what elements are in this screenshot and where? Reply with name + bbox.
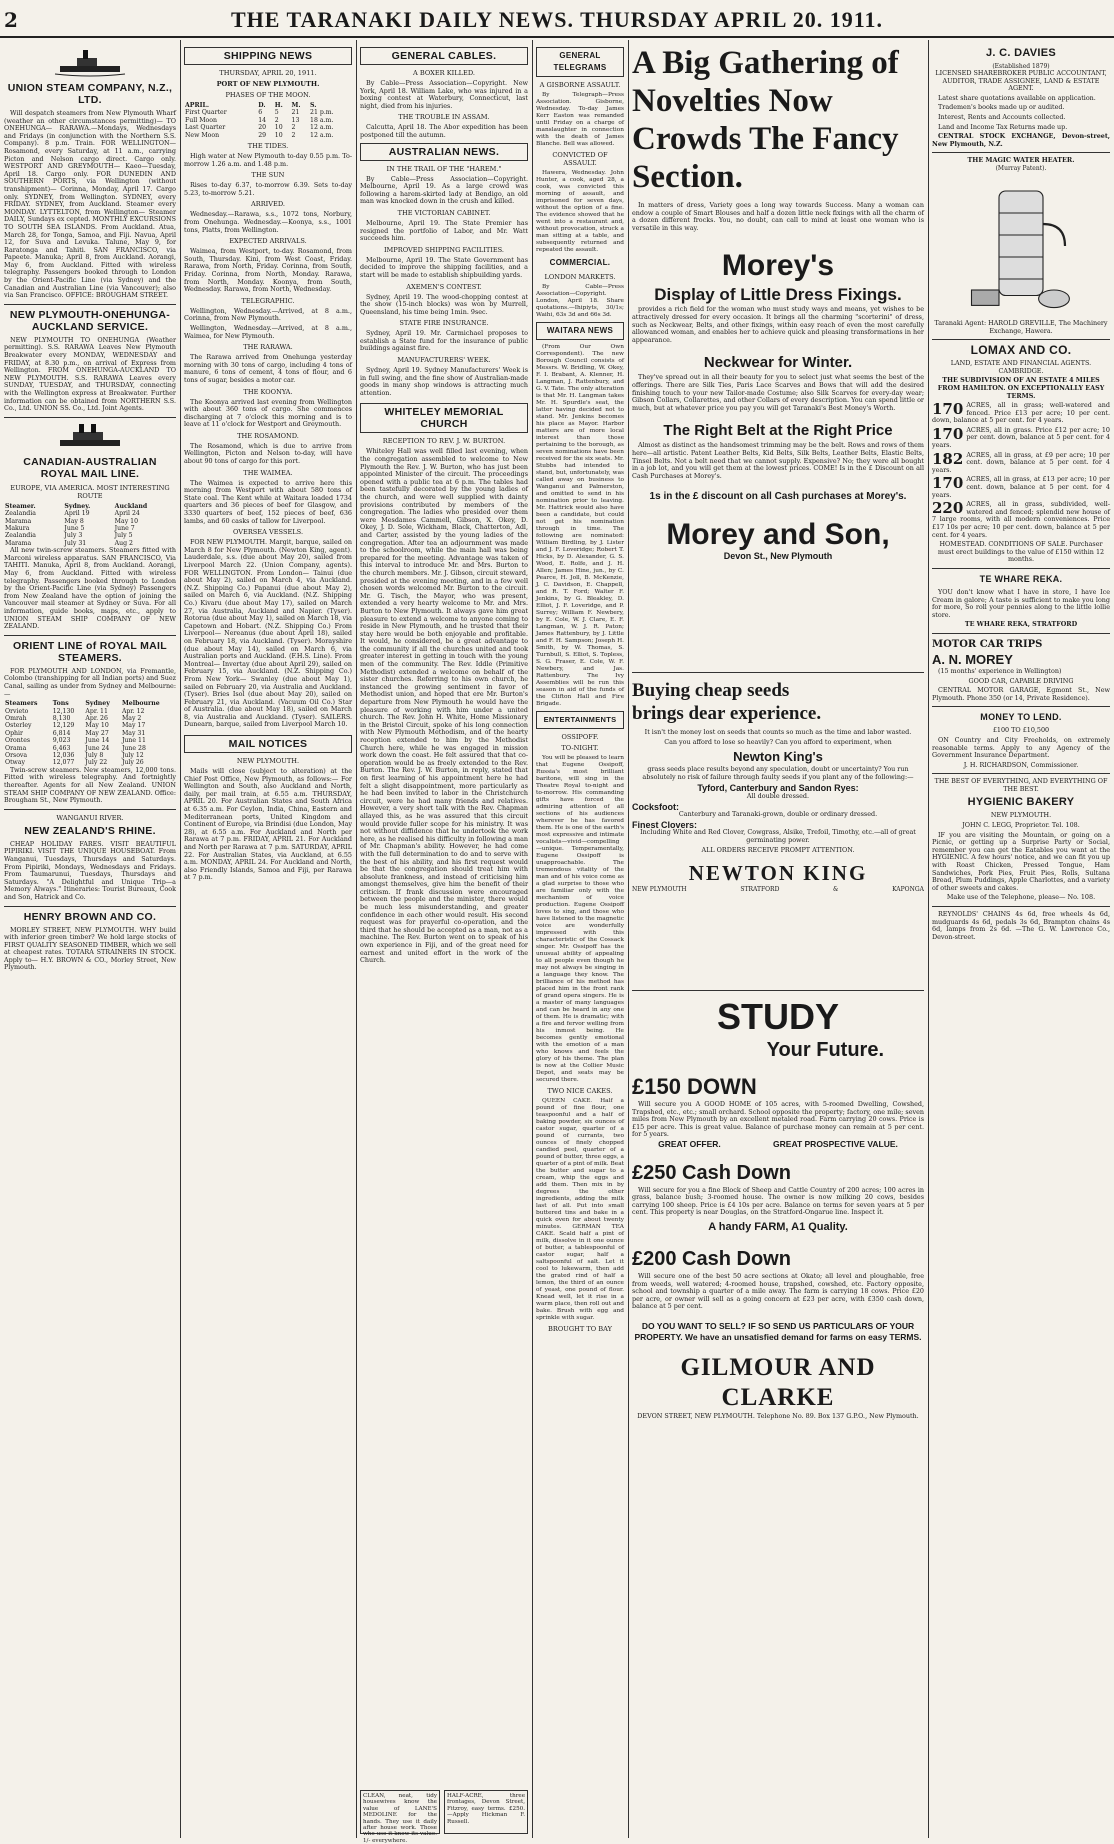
cocksfoot-heading: Cocksfoot: — [632, 801, 679, 812]
newton-king-place: NEW PLYMOUTH — [632, 886, 687, 894]
table-cell: S. — [310, 102, 317, 109]
gilmour-clarke-address: DEVON STREET, NEW PLYMOUTH. Telephone No. 89. Box 137 G.P.O., New Plymouth. — [637, 1411, 919, 1420]
orient-row-header — [4, 700, 176, 707]
table-cell: May 17 — [121, 722, 146, 730]
mail-notices-heading: MAIL NOTICES — [184, 735, 352, 753]
rosamond-text: The Rosamond, which is due to arrive from Wellington, Picton and Nelson to-day, will have about 90 tons of cargo for this port. — [184, 441, 352, 466]
davies-text: LICENSED SHAREBROKER PUBLIC ACCOUNTANT, AUDITOR, TRADE ASSIGNEE, LAND & ESTATE AGENT. — [935, 69, 1107, 93]
table-cell: 2 — [291, 124, 296, 132]
offer-150-text: Will secure you A GOOD HOME of 105 acres, with 5-roomed Dwelling, Cowshed, Trapshed, etc., etc.; small orchard. School opposite the property; factory, one mile; seven miles from New Plymouth by an excellent metaled road. Farm carrying 20 cows. Price is £15 per acre. This is great value. Balance of purchase money can remain at 5 per cent. for 5 years. — [632, 1100, 924, 1139]
table-cell: 13 — [291, 116, 300, 124]
tides-text: High water at New Plymouth to-day 0.55 p.m. To-morrow 1.26 a.m. and 1.48 p.m. — [184, 152, 352, 168]
rarawa-heading: THE RARAWA. — [243, 343, 293, 352]
morey-headline: A Big Gathering of Novelties Now Crowds The Fancy Section. — [632, 45, 899, 195]
heater-sub: (Murray Patent). — [995, 164, 1047, 172]
table-cell: May 27 — [85, 729, 109, 737]
table-cell: July 22 — [85, 759, 108, 767]
steamship-icon — [55, 48, 125, 78]
gisborne-heading: A GISBORNE ASSAULT. — [539, 81, 621, 89]
shipping-date: THURSDAY, APRIL 20, 1911. — [219, 69, 317, 77]
table-cell: June 24 — [85, 744, 110, 752]
table-cell: June 11 — [121, 737, 146, 745]
moon-row-header — [184, 102, 352, 109]
moon-phases-table — [184, 102, 352, 139]
lomax-sub: LAND, ESTATE AND FINANCIAL AGENTS. CAMBRIDGE. — [950, 359, 1092, 375]
neckwear-heading: Neckwear for Winter. — [703, 354, 853, 372]
canadian-row — [4, 518, 176, 525]
table-cell: June 14 — [85, 737, 110, 745]
table-cell: 20 — [258, 124, 267, 132]
waimea-heading: THE WAIMEA. — [243, 468, 293, 477]
table-cell: Ophir — [5, 729, 23, 737]
rosamond-heading: THE ROSAMOND. — [237, 431, 299, 440]
money-text: ON Country and City Freeholds, on extremely reasonable terms. Apply to any Agency of the Government Insurance Department. — [932, 735, 1110, 760]
gilmour-clarke-advertisement — [632, 990, 924, 1834]
whare-heading: TE WHARE REKA. — [979, 573, 1063, 584]
money-heading: MONEY TO LEND. — [980, 712, 1062, 723]
sun-heading: THE SUN — [251, 171, 285, 180]
table-cell: M. — [291, 102, 301, 109]
half-acre-ad: HALF-ACRE, three frontages, Devon Street, Fitzroy, easy terms. £250.—Apply Hickman F. Russell. — [444, 1790, 528, 1834]
table-cell: 9,023 — [52, 737, 71, 745]
lomax-lot — [932, 476, 1110, 499]
orient-row — [4, 708, 176, 715]
whiteley-text: Whiteley Hall was well filled last evening, when the congregation assembled to welcome to New Plymouth the Rev. J. W. Burton, who has just been appointed Minister of the circuit. The proceedings opened with a public tea at 6 p.m. The tables had been tastefully decorated by the young ladies of the church, and were well supplied with dainty provisions contributed by members of the congregation. The ladies who presided over them were Mesdames Cammell, Gibson, X. Okey, D. Okey, J. D. Sole, Wickham, Black, Chatterton, Adl, and Carter, assisted by the young ladies of the congregation. After tea an adjournment was made to the schoolroom, while the main hall was being prepared for the meeting. Advantage was taken of this interval to introduce Mr. and Mrs. Burton to the church members. Mr. J. Gibson, circuit steward, presided at the evening meeting, and in a few well chosen words welcomed Mr. Burton to the circuit. Mr. G. Tisch, the Mayor, who was present, extended a very hearty welcome to Mr. and Mrs. Burton to New Plymouth. It always gave him great pleasure to extend a welcome to anyone coming to reside in New Plymouth, and he trusted that their stay here would be both enjoyable and profitable. It would, he considered, be a great advantage to the community if all the churches united and took greater interest in getting in touch with the young men of the community. The Rev. Iddle (Primitive Methodist) extended a welcome on behalf of the sister churches. Referring to his own church, he instanced the growing sentiment in favor of Methodist union, and hoped that ere Mr. Burton's departure from New Plymouth he would have the pleasure of working with him under a united church. The Rev. John H. White, Home Missionary in the Bristol Circuit, spoke of his long connection with New Plymouth Methodism, and of the hearty reception extended to him by the Methodist Church here, while he was engaged in mission work down the coast. He felt assured that that co-operation would be as freely extended to the Rev. Burton. The Rev. J. W. Burton, in reply, stated that on first learning of his appointment here he had felt a slight disappointment, more particularly as he had been invited to labor in the Christchurch circuit, were he had many friends and relatives. However, a very short talk with the Rev. Chapman allayed this, as he was assured that this circuit would provide fuller scope for his ministry. It was not without diffidence that he undertook the work here, as he realised his difficulty in following a man of Mr. Chapman's ability. However, he had come with the full determination to do and to serve with the best of his ability, and his first request would be that the congregation should treat him with absolute frankness, and instead of criticising him amongst themselves, give him the benefit of their criticism. If frank discussion were encouraged between the people and the minister, there would be much less misunderstanding, and greater confidence in each other would result. His second request was for prayerful co-operation, and the third that he should be accepted as a man, not as a machine. The Rev. Burton went on to speak of his own experience in Fiji, and of the great need for earnest and united effort in the work of the Church. — [360, 447, 528, 965]
table-cell: 12 a.m. — [310, 124, 334, 132]
convicted-text: Hawera, Wednesday. John Hunter, a cook, aged 28, a cook, was convicted this morning of assault, and imprisoned for seven days, without the option of a fine. The evidence showed that he went into a restaurant and, without provocation, struck a man sitting at a table, and subsequently returned and repeated the assault. — [536, 170, 624, 253]
table-cell: 12 a.m. — [310, 131, 334, 139]
orders-note: ALL ORDERS RECEIVE PROMPT ATTENTION. — [701, 845, 855, 854]
money-range: £100 TO £10,500 — [992, 726, 1050, 735]
newton-king-name: NEWTON KING — [688, 861, 868, 886]
newton-kings-sub: Newton King's — [733, 749, 823, 765]
table-cell: 10 — [274, 124, 283, 132]
sun-text: Rises to-day 6.37, to-morrow 6.39. Sets to-day 5.23, to-morrow 5.21. — [184, 181, 352, 197]
canadian-heading: CANADIAN-AUSTRALIAN ROYAL MAIL LINE. — [23, 455, 157, 480]
table-cell: First Quarter — [185, 109, 227, 117]
manufacturers-text: Sydney, April 19. Sydney Manufacturers' Week is in full swing, and the fine show of Australian-made goods in many shop windows is attracting much attention. — [360, 366, 528, 397]
canadian-row — [4, 532, 176, 539]
canadian-sailings-table — [4, 503, 176, 547]
table-cell: 12,077 — [52, 759, 75, 767]
davies-line-4: Land and Income Tax Returns made up. — [938, 122, 1068, 131]
bakery-owner: JOHN C. LEGG, Proprietor. Tel. 108. — [962, 821, 1080, 830]
moon-row — [184, 124, 352, 131]
table-cell: D. — [258, 102, 266, 109]
canadian-row — [4, 525, 176, 532]
mail-steamer-icon — [55, 422, 125, 452]
table-cell: April 19 — [64, 510, 90, 518]
future-heading: Your Future. — [766, 1039, 884, 1061]
moon-row — [184, 109, 352, 116]
orient-heading: ORIENT LINE of ROYAL MAIL STEAMERS. — [13, 639, 167, 664]
rarawa-text: The Rarawa arrived from Onehunga yesterday morning with 30 tons of cargo, including 4 tons of manure, 6 tons of cement, 4 tons of flour, and 6 tons of sugar, besides a motor car. — [184, 353, 352, 384]
davies-line-2: Trademen's books made up or audited. — [938, 103, 1065, 112]
table-cell: Osterley — [5, 722, 32, 730]
table-cell: Sydney. — [64, 502, 91, 510]
table-cell: Apr. 26 — [85, 714, 108, 722]
oversea-text: FOR NEW PLYMOUTH. Margit, barque, sailed on March 8 for New Plymouth. (Newton King, agent). Lauderdale, s.s. (due about May 20), sailed from Liverpool March 22. (Union Company, agents). FOR WELLINGTON. From London— Tainui (due about May 2), sailed on March 4, via Auckland. (N.Z. Shipping Co.) Papanui (due about May 2), sailed on March 6, via Auckland. (N.Z. Shipping Co.) Kivaru (due about May 17), sailed on March 27, via Australia, Auckland and Napier. (Tyser). Rotorua (due about May 1), sailed on March 18, via Capetown and Hobart. (N.Z. Shipping Co.) From Liverpool— Nereanus (due about April 18), sailed on February 18, via Auckland. (Tyser). Morayshire (due about May 14), sailed on March 6, via Australian ports and Auckland. (F.H.S. Line). From Montreal— Invertay (due about April 29), sailed on February 15, via Auckland. (N.Z. Shipping Co.) From New York— Swanley (due about May 1), sailed on February 20, via Australia and Auckland. (Tyser). Bries Isol (due about May 20), sailed on February 21, via Auckland. (Vacuum Oil Co.) Star of Australia. (due about May 18), sailed on March 8, via Australia and Auckland. (Tyser). SAILERS. Dunearn, barque, sailed from Liverpool March 10. — [184, 538, 352, 729]
motor-text: GOOD CAR, CAPABLE DRIVING — [968, 676, 1074, 685]
moon-row — [184, 132, 352, 139]
port-heading: PORT OF NEW PLYMOUTH. — [216, 80, 320, 88]
newton-king-place: KAPONGA — [892, 886, 924, 894]
mail-text: Mails will close (subject to alteration) at the Chief Post Office, New Plymouth, as follows:— For Wellington and South, also Auckland and North, daily, per mail train, at 6.55 a.m. THURSDAY, APRIL 20. For Australian States and South Africa at 6.35 a.m. For Ceylon, India, China, Eastern and Mediterranean ports, United Kingdom and Continent of Europe, via Brindisi (due London, May 28), at 6.55 a.m. For Auckland and North per Rarawa at 7 p.m. FRIDAY, APRIL 21. For Auckland and North per Rarawa at 7 p.m. SATURDAY, APRIL 22. For Australian States, via Auckland, at 6.55 a.m. MONDAY, APRIL 24. For Auckland and North, also Friendly Islands, Samoa and Fiji, per Rarawa at 7 p.m. — [184, 767, 352, 882]
table-cell: April 24 — [114, 510, 140, 518]
table-cell: May 31 — [121, 729, 146, 737]
column-rule — [928, 40, 929, 1838]
ryes-text: All double dressed. — [746, 791, 810, 800]
telegraphic-sailed: Wellington, Wednesday.—Arrived, at 8 a.m., Waimea, for New Plymouth. — [184, 323, 352, 340]
money-name: J. H. RICHARDSON, Commissioner. — [963, 760, 1079, 769]
union-heading: UNION STEAM COMPANY, N.Z., LTD. — [7, 82, 173, 106]
telegraphic-arrived: Wellington, Wednesday.—Arrived, at 8 a.m., Corinna, from New Plymouth. — [184, 306, 352, 323]
lomax-intro: THE SUBDIVISION OF AN ESTATE 4 MILES FROM HAMILTON. ON EXCEPTIONALLY EASY TERMS. — [937, 376, 1105, 400]
sell-question: DO YOU WANT TO SELL? IF SO SEND US PARTICULARS OF YOUR PROPERTY. We have an unsatisfied demand for farms on easy TERMS. — [634, 1320, 922, 1342]
arrived-heading: ARRIVED. — [250, 200, 286, 209]
column-right-ads — [932, 44, 1110, 1834]
orient-row — [4, 752, 176, 759]
lot-acres: 170 — [932, 424, 964, 443]
telegrams-heading: GENERAL TELEGRAMS — [536, 47, 624, 77]
column-rule — [180, 40, 181, 1838]
davies-line-1: Latest share quotations available on application. — [938, 93, 1096, 102]
table-cell: Marama — [5, 539, 32, 547]
newspaper-title: THE TARANAKI DAILY NEWS. THURSDAY APRIL 20. 1911. — [230, 7, 884, 32]
offer-200-text: Will secure one of the best 50 acre sections at Okato; all level and ploughable, free from weeds, well watered; 4-roomed house, trapshed, cowshed, etc. Factory opposite, school and township a quarter of a mile away. The farm is carrying 18 cows. Price £20 per acre, or owner will sell as a going concern at £23 per acre, with £350 cash down, balance at 5 per cent. — [632, 1271, 924, 1311]
convicted-heading: CONVICTED OF ASSAULT. — [552, 151, 608, 167]
orient-row — [4, 737, 176, 744]
table-cell: 12,130 — [52, 707, 75, 715]
union-text: Will despatch steamers from New Plymouth Wharf (weather an other circumstances permitting)— TO ONEHUNGA— RARAWA.—Mondays, Wednesdays and Fridays (in conjunction with the Northern S.S. Company). 8 p.m. Train. FOR WELLINGTON— Rosamond, every Saturday, at 11 a.m., carrying Picton and Nelson cargo direct. Cargo only. WESTPORT AND GREYMOUTH— Kaeo—Tuesday, April 18. Cargo only. FOR DUNEDIN AND SOUTHERN PORTS, via Wellington (without transhipment)— Corinna, Monday, April 17. Cargo only. SYDNEY, from Wellington. SYDNEY, every FRIDAY. SYDNEY, from Auckland. Steamer every MONDAY. LYTTELTON, from Wellington— Steamer DAILY, Sundays ex cepted. MONTHLY EXCURSIONS TO SOUTH SEA ISLANDS. From Auckland. Atua, March 28, for Tonga, Samoa, and Fiji. Navua, April 12, for Suva and Levuka. Talune, May 9, for Raratonga and Tahiti. SAN FRANCISCO, via Papeete. Manuka; April 8, from Auckland. Aorangi, May 6, from Auckland. Fitted with wireless telegraphy. Passengers booked through to London by the Orient-Pacific Line (via Sydney) and the Canadian and Australian Line (via Vancouver); also via San Francisco. OFFICE: BROUGHAM STREET. — [4, 109, 176, 300]
expected-text: Waimea, from Westport, to-day. Rosamond, from South, Thursday. Kini, from West Coast, Friday. Rarawa, from North, Friday. Corinna, from South, Friday. Corinna, from North, Monday. Rarawa, from North, Monday. Koonya, from South, Wednesday. Rarawa, from North, Wednesday. — [184, 247, 352, 294]
moon-heading: PHASES OF THE MOON. — [225, 91, 311, 99]
davies-line-3: Interest, Rents and Accounts collected. — [938, 112, 1066, 121]
table-cell: Melbourne — [121, 700, 160, 708]
belt-heading: The Right Belt at the Right Price — [663, 422, 893, 440]
lot-text: ACRES, all in grass, at £13 per acre; 10 per cent. down, balance at 5 per cent. for 4 years. — [932, 475, 1110, 499]
column-shipping-news — [184, 44, 352, 1834]
morey-advertisement — [632, 44, 924, 664]
london-text: By Cable—Press Association—Copyright. London, April 18. Share quotations.—Ihipiyts, 30/1s; Waihi, 63s 3d and 66s 3d. — [536, 284, 624, 318]
cables-heading: GENERAL CABLES. — [360, 47, 528, 65]
harem-text: By Cable—Press Association—Copyright. Melbourne, April 19. As a large crowd was following a harem-skirted lady at Bendigo, an old man was knocked down in the crush and killed. — [360, 174, 528, 206]
cakes-heading: TWO NICE CAKES. — [547, 1087, 613, 1095]
table-cell: Auckland — [114, 502, 148, 510]
australian-news-heading: AUSTRALIAN NEWS. — [360, 143, 528, 161]
table-cell: July 26 — [121, 759, 144, 767]
ossipoff-heading: OSSIPOFF. — [561, 733, 599, 741]
offer-150-heading: £150 DOWN — [632, 1074, 757, 1099]
offer-250-text: Will secure for you a fine Block of Sheep and Cattle Country of 200 acres; 100 acres in grass, balance bush; 3-roomed house. The owner is now milking 20 cows, besides carrying 100 sheep. Price is £4 10s per acre. Balance on terms for seven years at 5 per cent. This property is near Douglas, on the Stratford-Ongarue line. Inspect it. — [632, 1185, 924, 1217]
column-rule — [532, 40, 533, 1838]
orient-text: Twin-screw steamers. New steamers, 12,000 tons. Fitted with wireless telegraphy. And fortnightly thereafter. Agents for all New Zealand. UNION STEAM SHIP COMPANY OF NEW ZEALAND. Office: Brougham St., New Plymouth. — [4, 765, 176, 805]
lot-text: ACRES, all in grass, at £9 per acre; 10 per cent. down, balance at 5 per cent. for 4 years. — [932, 450, 1110, 474]
cabinet-text: Melbourne, April 19. The State Premier has resigned the portfolio of Labor, and Mr. Watt succeeds him. — [360, 218, 528, 243]
table-cell: 6,814 — [52, 729, 71, 737]
morey-display-text: provides a rich field for the woman who must study ways and means, yet wishes to be attractively dressed for every occasion. It brings all the charming "scorterini" of dress, such as Neckwear, Belts, and other fixings, within easy reach of even the most carefully allowanced woman, and enables her to achieve quick and pleasing transformations in her appearance. — [632, 305, 924, 344]
table-cell: Steamer. — [5, 502, 36, 510]
table-cell: 2 — [291, 131, 296, 139]
morey-name: Morey's — [721, 249, 835, 283]
lomax-end: HOMESTEAD. CONDITIONS OF SALE. Purchaser must erect buildings to the value of £150 within 12 months. — [937, 540, 1105, 564]
table-cell: Orvieto — [5, 707, 29, 715]
henry-brown-heading: HENRY BROWN AND CO. — [23, 910, 157, 923]
brought-to-bay-heading: BROUGHT TO BAY — [548, 1325, 612, 1333]
seeds-text-3: grass seeds place results beyond any speculation, doubt or uncertainty? You run absolutely no risk of failure through faulty seeds if you plant any of the following:— — [642, 765, 914, 781]
commercial-heading: COMMERCIAL. — [549, 258, 611, 267]
newton-king-places — [632, 886, 924, 894]
table-cell: Sydney — [85, 700, 110, 708]
table-cell: July 5 — [114, 532, 133, 540]
rhine-text: CHEAP HOLIDAY FARES. VISIT BEAUTIFUL PIPIRIKI. VISIT THE UNIQUE HOUSEBOAT. From Wanganui, Tuesdays, Thursdays and Saturdays. From Pipiriki, Mondays, Wednesdays and Fridays. From Taumarunui, Tuesdays, Thursdays and Saturdays. "A Delightful and Unique Trip—a Memory Always." Itineraries: Tourist Bureaux, Cook and Son, Hatrick and Co. — [4, 839, 176, 901]
column-rule — [356, 40, 357, 1838]
canadian-text: All new twin-screw steamers. Steamers fitted with Marconi wireless apparatus. SAN FRANCISCO, Via TAHITI. Manuka, April 8, from Auckland. Aorangi, May 6, from Auckland. Fitted with wireless telegraphy. Passengers booked through to London by the Orient-Pacific Line (via Sydney) Passengers from New Zealand have the option of joining the Vancouver mail steamer at Sydney or Suva. For all information, guide books, maps, etc., apply to UNION STEAM SHIP COMPANY OF NEW ZEALAND. — [4, 546, 176, 631]
lanes-medoline-ad: CLEAN, neat, tidy housewives know the value of LANE'S MEDOLINE for the hands. They use it daily after house work. Those who use it know its value. 1/- everywhere. — [360, 1790, 440, 1834]
morey-address: Devon St., New Plymouth — [723, 551, 833, 562]
lomax-lot — [932, 449, 1110, 475]
whiteley-sub: RECEPTION TO REV. J. W. BURTON. — [382, 437, 506, 446]
entertainments-text: You will be pleased to learn that Eugene Ossipoff, Russia's most brilliant baritone, will sing in the Theatre Royal to-night and to-morrow. His commanding gifts have forced the admiring attention of all sections of his audiences wherever he has favored them. He is one of the earth's most expressive and intimate vocalists—vivid—compelling—unique. Temperamentally, Eugene Ossipoff is unapproachable. The tremendous vitality of the man and of his voice come as a glad surprise to those who are familiar only with the mechanism of voice production. Eugene Ossipoff loves to sing, and those who have listened to the magnetic voice are wonderfully impressed with this characteristic of the Cossack singer. Mr. Ossipoff has the unusual ability of appealing to all people even though he may not always be singing in a language they know. The brilliance of his method has placed him in the front rank of grand opera singers. He is a master of many languages and can be heard in any one of them. He is dramatic; with a fire and fervor welling from his inmost being. He becomes gently emotional with the emotion of a man who knows and feels the glory of his theme. The plan is now at the Collier Music Depot, and seats may be secured there. — [536, 755, 624, 1083]
discount-note: 1s in the £ discount on all Cash purchases at Morey's. — [649, 491, 907, 503]
bakery-text: IF you are visiting the Mountain, or going on a Picnic, or getting up a Surprise Party or Social, remember you can get the Eatables you want at the HYGIENIC. A few hours' notice, and we can fit you up with Roast Chicken, Pressed Tongue, Ham Sandwiches, Pork Pies, Fruit Pies, Rolls, Sultana Bread, Plum Puddings, Apple Charlottes, and a variety of other sweets and cakes. — [932, 830, 1110, 892]
telegraphic-heading: TELEGRAPHIC. — [241, 296, 295, 305]
table-cell: 21 — [291, 109, 300, 117]
lot-acres: 220 — [932, 499, 964, 518]
ryes-heading: Tyford, Canterbury and Sandon Ryes: — [697, 783, 859, 794]
table-cell: 29 — [258, 131, 267, 139]
rhine-heading: NEW ZEALAND'S RHINE. — [24, 824, 156, 837]
morey-intro: In matters of dress, Variety goes a long way towards Success. Many a woman can endow a couple of Smart Blouses and half a dozen little neck fixings with all the charm of a dozen different frocks. You, no doubt, can call to mind at least one woman who is versatile in this way. — [632, 201, 924, 232]
gisborne-text: By Telegraph—Press Association. Gisborne, Wednesday. To-day James Kerr Easton was remanded until Friday on a charge of manslaughter in connection with the death of James Blanche. Bell was allowed. — [536, 92, 624, 147]
table-cell: 8,130 — [52, 714, 71, 722]
manufacturers-heading: MANUFACTURERS' WEEK. — [397, 356, 491, 365]
whare-end: TE WHARE REKA, STRATFORD — [964, 620, 1078, 629]
seeds-headline-1: Buying cheap seeds — [632, 680, 790, 701]
heater-agent: Taranaki Agent: HAROLD GREVILLE, The Machinery Exchange, Hawera. — [934, 318, 1108, 335]
canadian-row-header — [4, 503, 176, 510]
boxer-text: By Cable—Press Association—Copyright. New York, April 18. William Lake, who was injured in a boxing contest at Waterbury, Connecticut, last night, died from his injuries. — [360, 79, 528, 110]
motor-address: CENTRAL MOTOR GARAGE, Egmont St., New Plymouth. Phone 350 (or 14, Private Residence). — [932, 686, 1110, 702]
shipping-news-heading: SHIPPING NEWS — [184, 47, 352, 65]
chains-ad: REYNOLDS' CHAINS 4s 6d, free wheels 4s 6d, mudguards 4s 6d, pedals 3s 6d, Brampton chains 4s 6d, lamps from 2s 6d. —The G. W. Lawrence Co., Devon-street. — [932, 910, 1110, 941]
cocksfoot-text: Canterbury and Taranaki-grown, double or ordinary dressed. — [678, 810, 878, 819]
mail-place: NEW PLYMOUTH. — [236, 757, 300, 766]
orient-row — [4, 745, 176, 752]
lomax-heading: LOMAX AND CO. — [970, 343, 1072, 358]
waitara-text: (From Our Own Correspondent). The new Borough Council consists of Messrs. W. Bridling, W. Okey, F. I. Brabant, A. Klenner, H. Langman, J. Rattenbury, and G. V. Tate. The only alteration is that Mr. H. Langman takes Mr. H. Spurdle's seat, the latter having decided not to stand. Mr. Jenkins becomes his place as Mayor. Harbor matters are of more local interest than those pertaining to the borough, as seven nominations have been received for the six seats. Mr. Stubbs had intended to stand, but, unfortunately, was called away on business to Wanganui and Palmerston, and omitted to send in his nomination prior to leaving. Mr. Hattrick would also have been a candidate, but could not get his nomination through in time. The following are nominated: William Birdling, by J. Lister and J. F. Loveridge; Robert T. Hicks, by D. Alexander, G. S. Wood, E. Rolfe, and J. H. Allen; James Hine, jun., by C. Pearce, H. Joll, B. McKenzie, J. C. Davidson, E. Chappell, and R. T. Ford; Walter F. Jenkins, by G. Bleakley, D. Elliot, J. F. Loveridge, and P. Surrey; William F. Newbery, by E. Cole, W. J. Clare, E. F. Langman, W. J. R. Paton; James Rattenbury, by J. Little and F. H. Sampson; Joseph H. Smith, by W. Thomas, S. Turnbull, S. Elliot, S. Topless, S. G. Fraser, E. Cole, W. F. Newbery, and Jas. Rattenbury. The Ivy Assemblies will be run this season in aid of the funds of the Clifton Hall and Fire Brigade. — [536, 344, 624, 707]
table-cell: Full Moon — [185, 116, 217, 124]
great-value: GREAT PROSPECTIVE VALUE. — [773, 1138, 898, 1149]
table-cell: Omrah — [5, 714, 27, 722]
table-cell: Makura — [5, 525, 30, 532]
bakery-sub: NEW PLYMOUTH. — [990, 811, 1052, 820]
table-cell: 21 p.m. — [310, 109, 334, 117]
clovers-heading: Finest Clovers: — [632, 819, 698, 830]
table-cell: Last Quarter — [185, 124, 226, 132]
fire-insurance-text: Sydney, April 19. Mr. Carmichael proposes to establish a State fund for the insurance of public buildings against fire. — [360, 329, 528, 353]
davies-established: (Established 1879) — [992, 63, 1050, 70]
table-cell: June 5 — [64, 525, 85, 532]
orient-sailings-table — [4, 700, 176, 767]
waimea-text: The Waimea is expected to arrive here this morning from Westport with about 580 tons of State coal. The Kent while at Waitara loaded 1734 quarters and 36 pieces of beef for Glasgow, and 3330 quarters of beef, 152 pieces of beef, 636 lambs, and 60 casks of tallow for Liverpool. — [184, 478, 352, 525]
table-cell: 2 — [274, 116, 279, 124]
handy-farm: A handy FARM, A1 Quality. — [708, 1220, 848, 1233]
onehunga-text: NEW PLYMOUTH TO ONEHUNGA (Weather permitting). S.S. RARAWA Leaves New Plymouth Breakwater every MONDAY, WEDNESDAY and FRIDAY, at 8.30 p.m., on arrival of Express from Wellington. FROM ONEHUNGA-AUCKLAND TO NEW PLYMOUTH. S.S. RARAWA Leaves every SUNDAY, TUESDAY, and THURSDAY, connecting with the Wellington express at Breakwater. Further information can be obtained from NORTHERN S.S. Co., Ltd. UNION SS. Co., Ltd. Joint Agents. — [4, 335, 176, 413]
table-cell: Aug 2 — [114, 539, 133, 547]
arrived-text: Wednesday.—Rarawa, s.s., 1072 tons, Norbury, from Onehunga. Wednesday.—Koonya, s.s., 1001 tons, Platts, from Wellington. — [184, 210, 352, 234]
tonight-heading: TO-NIGHT. — [561, 744, 599, 752]
table-cell: Orama — [5, 744, 27, 752]
table-cell: 5 — [274, 109, 279, 117]
table-cell: APRIL. — [185, 102, 209, 109]
bakery-phone: Make use of the Telephone, please— No. 108. — [946, 893, 1096, 902]
motor-name: A. N. MOREY — [932, 651, 1013, 667]
study-heading: STUDY — [716, 996, 839, 1037]
table-cell: Zealandia — [5, 510, 36, 518]
page-number: 2 — [4, 8, 18, 32]
lomax-lots-list — [932, 402, 1110, 539]
lot-text: ACRES, all in grass, subdivided, well-watered and fenced; splendid new house of 7 large rooms, with all modern conveniences. Price £17 10s per acre; 10 per cent. down, balance at 5 per cent. for 4 years. — [932, 500, 1110, 539]
water-heater-illustration — [966, 176, 1076, 316]
masthead — [0, 0, 1114, 38]
boxer-heading: A BOXER KILLED. — [413, 69, 475, 77]
table-cell: June 7 — [114, 525, 135, 532]
clovers-text: Including White and Red Clover, Cowgrass, Alsike, Trefoil, Timothy, etc.—all of great germinating power. — [640, 828, 916, 844]
shipping-facilities-text: Melbourne, April 19. The State Government has decided to improve the shipping facilities, and a start will be made to establish shipbuilding yards. — [360, 255, 528, 279]
table-cell: Marama — [5, 517, 32, 525]
table-cell: 12,036 — [52, 751, 75, 759]
entertainments-heading: ENTERTAINMENTS — [536, 711, 624, 729]
column-telegrams — [536, 44, 624, 1834]
motor-sub: (15 months' experience in Wellington) — [938, 666, 1062, 675]
tides-heading: THE TIDES. — [247, 142, 289, 151]
lomax-lot — [932, 501, 1110, 539]
axemen-heading: AXEMEN'S CONTEST. — [406, 282, 482, 291]
waitara-heading: WAITARA NEWS — [536, 322, 624, 340]
newton-king-advertisement — [632, 672, 924, 984]
offer-250-heading: £250 Cash Down — [632, 1161, 791, 1184]
table-cell: July 31 — [64, 539, 87, 547]
assam-text: Calcutta, April 18. The Abor expedition has been postponed till the autumn. — [360, 123, 528, 139]
morey-firm: Morey and Son, — [666, 518, 890, 552]
cabinet-heading: THE VICTORIAN CABINET. — [397, 208, 491, 217]
table-cell: July 12 — [121, 751, 144, 759]
table-cell: 14 — [258, 116, 267, 124]
bakery-heading: HYGIENIC BAKERY — [967, 796, 1075, 809]
cakes-text: QUEEN CAKE. Half a pound of fine flour, one teaspoonful and a half of baking powder, six ounces of castor sugar, quarter of a pound of currants, two ounces of finely chopped candied peel, quarter of a pound of butter, three eggs, a quarter of a pint of milk. Beat the butter and sugar to a cream, whip the eggs and add them. Then mix in by degrees the other ingredients, adding the milk last of all. Put into small buttered tins and bake in a quick oven for about twenty minutes. GERMAN TEA CAKE. Scald half a pint of milk, dissolve in it one ounce of butter, a tablespoonful of castor sugar, half a saltspoonful of salt. Let it cool to lukewarm, then add the grated rind of half a lemon, the third of an ounce of yeast, one pound of flour. Knead well, let it rise in a warm place, then roll out and bake. Brush with egg and sprinkle with sugar. — [536, 1098, 624, 1321]
table-cell: New Moon — [185, 131, 220, 139]
orient-sub: FOR PLYMOUTH AND LONDON, via Fremantle, Colombo (transhipping for all Indian ports) and Suez Canal, sailing as under from Sydney and Melbourne:— — [4, 666, 176, 698]
seeds-text-2: Can you afford to lose so heavily? Can you afford to experiment, when — [664, 737, 892, 746]
belt-text: Almost as distinct as the handsomest trimming may be the belt. Rows and rows of them here—all artistic. Patent Leather Belts, Kid Belts, Silk Belts, Leather Belts, Elastic Belts, Tinsel Belts. Not a belt need that we cannot supply. Expensive? No; they were all bought in a job lot, and you will get them at the lowest prices. COME! Is in the £ Discount on all Cash Purchases at Morey's. — [632, 441, 924, 480]
column-cables — [360, 44, 528, 1784]
assam-heading: THE TROUBLE IN ASSAM. — [398, 113, 490, 122]
table-cell: Apr. 11 — [85, 707, 108, 715]
axemen-text: Sydney, April 19. The wood-chopping contest at the show (15-inch blocks) was won by Murrell, Queensland, his time being 1min. 9sec. — [360, 292, 528, 316]
column-rule — [628, 40, 629, 1838]
table-cell: Orsova — [5, 751, 28, 759]
henry-brown-text: MORLEY STREET, NEW PLYMOUTH. WHY build with inferior green timber? We hold large stocks of FIRST QUALITY SEASONED TIMBER, which we sell at cheapest rates. TOTARA STRAINERS IN STOCK. Apply to— H.Y. BROWN & CO., Morley Street, New Plymouth. — [4, 925, 176, 972]
table-cell: Zealandia — [5, 532, 36, 540]
lomax-lot — [932, 424, 1110, 450]
table-cell: June 28 — [121, 744, 146, 752]
offer-200-heading: £200 Cash Down — [632, 1247, 791, 1270]
lot-acres: 170 — [932, 474, 964, 493]
neckwear-text: They've spread out in all their beauty for you to select just what seems the best of the offerings. There are Silk Ties, Paris Lace Scarves and Bows that will add the desired finishing touch to your new Tailor-made Costume; also Silk Scarves for every-day wear; Gibson Collars, Collarettes, and other Collars of every description. You can spend little or much, but at whatever price you pay you will get Taranaki's Best Money's Worth. — [632, 373, 924, 412]
table-cell: Orontes — [5, 737, 31, 745]
canadian-row — [4, 510, 176, 517]
morey-display: Display of Little Dress Fixings. — [654, 285, 902, 305]
table-cell: 18 a.m. — [310, 116, 334, 124]
davies-line-5: CENTRAL STOCK EXCHANGE, Devon-street, New Plymouth, N.Z. — [932, 132, 1110, 148]
canadian-sub: EUROPE, VIA AMERICA. MOST INTERESTING ROUTE — [10, 483, 170, 500]
harem-heading: IN THE TRAIL OF THE "HAREM." — [386, 164, 502, 173]
orient-row — [4, 715, 176, 722]
table-cell: 6,463 — [52, 744, 71, 752]
table-cell: H. — [274, 102, 283, 109]
table-cell: Apr. 12 — [121, 707, 145, 715]
lot-text: ACRES, all in grass; well-watered and fenced. Price £13 per acre; 10 per cent. down, balance at 5 per cent. for 4 years. — [932, 401, 1110, 425]
newton-king-place: & — [833, 886, 839, 894]
lot-text: ACRES, all in grass. Price £12 per acre; 10 per cent. down, balance at 5 per cent. for 4 years. — [932, 425, 1110, 450]
great-offer: GREAT OFFER. — [658, 1138, 721, 1149]
koonya-heading: THE KOONYA. — [243, 387, 293, 396]
london-heading: LONDON MARKETS. — [544, 273, 616, 281]
lot-acres: 170 — [932, 400, 964, 419]
table-cell: 10 — [274, 131, 283, 139]
wanganui-heading: WANGANUI RIVER. — [56, 813, 124, 822]
fire-insurance-heading: STATE FIRE INSURANCE. — [399, 319, 489, 328]
expected-heading: EXPECTED ARRIVALS. — [229, 237, 307, 246]
table-cell: July 8 — [85, 751, 104, 759]
table-cell: May 10 — [85, 722, 109, 730]
table-cell: Tons — [52, 700, 69, 708]
seeds-text-1: It isn't the money lost on seeds that counts so much as the time and labor wasted. — [644, 728, 912, 736]
whiteley-heading: WHITELEY MEMORIAL CHURCH — [360, 403, 528, 433]
table-cell: July 3 — [64, 532, 83, 540]
heater-heading: THE MAGIC WATER HEATER. — [967, 156, 1075, 165]
table-cell: May 10 — [114, 517, 139, 525]
table-cell: May 2 — [121, 714, 142, 722]
seeds-headline-2: brings dear experience. — [632, 703, 822, 724]
lot-acres: 182 — [932, 449, 964, 468]
koonya-text: The Koonya arrived last evening from Wellington with about 360 tons of cargo. She commences discharging at 7 o'clock this morning and is to leave at 11 o'clock for Westport and Greymouth. — [184, 397, 352, 429]
table-cell: Otway — [5, 759, 26, 767]
table-cell: May 8 — [64, 517, 84, 525]
lomax-lot — [932, 402, 1110, 425]
bakery-tagline: THE BEST OF EVERYTHING, AND EVERYTHING OF THE BEST. — [934, 777, 1108, 793]
motor-heading: MOTOR CAR TRIPS — [932, 638, 1043, 650]
davies-heading: J. C. DAVIES — [985, 47, 1057, 59]
moon-row — [184, 117, 352, 124]
oversea-heading: OVERSEA VESSELS. — [232, 528, 304, 537]
gilmour-clarke-name: GILMOUR AND CLARKE — [680, 1353, 876, 1411]
onehunga-heading: NEW PLYMOUTH-ONEHUNGA-AUCKLAND SERVICE. — [9, 308, 171, 333]
orient-row — [4, 730, 176, 737]
orient-row — [4, 722, 176, 729]
table-cell: 12,129 — [52, 722, 75, 730]
great-offer-row — [632, 1138, 924, 1149]
shipping-facilities-heading: IMPROVED SHIPPING FACILITIES. — [383, 245, 505, 254]
newton-king-place: STRATFORD — [740, 886, 780, 894]
column-shipping-ads — [4, 44, 176, 1834]
table-cell: 6 — [258, 109, 263, 117]
table-cell: Steamers — [5, 700, 38, 708]
whare-text: YOU don't know what I have in store, I have Ice Cream in galore; A taste is sufficient to make you long for more, So roll your pennies along to the little lollie store. — [932, 587, 1110, 619]
